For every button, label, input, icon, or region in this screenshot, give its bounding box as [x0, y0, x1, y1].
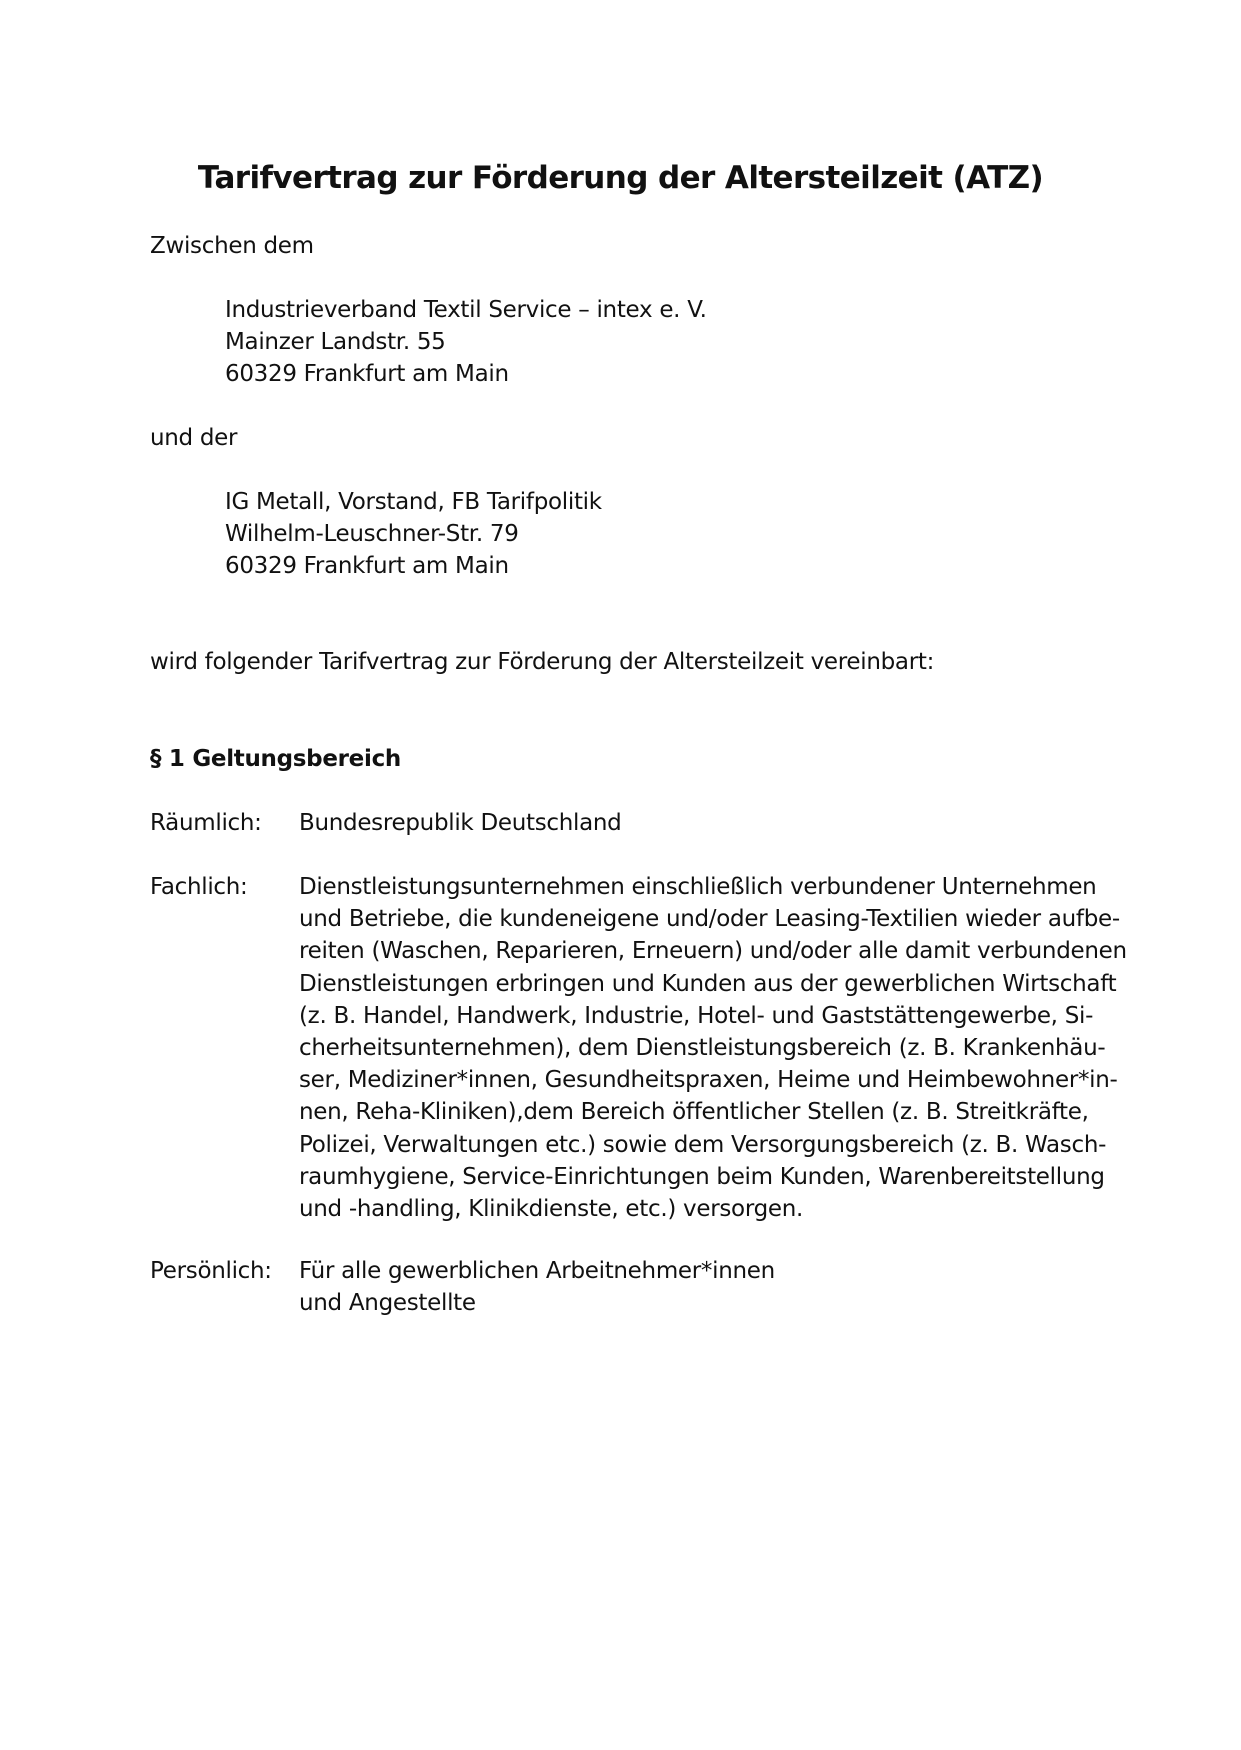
- party1-name: Industrieverband Textil Service – intex e. V.: [225, 297, 707, 323]
- fachlich-line: Dienstleistungsunternehmen einschließlich verbundener Unternehmen: [299, 874, 1097, 900]
- section-heading: § 1 Geltungsbereich: [150, 746, 401, 772]
- party1-street: Mainzer Landstr. 55: [225, 329, 446, 355]
- document-title: Tarifvertrag zur Förderung der Altersteilzeit (ATZ): [197, 160, 1044, 196]
- fachlich-line: cherheitsunternehmen), dem Dienstleistungsbereich (z. B. Krankenhäu-: [299, 1035, 1106, 1062]
- fachlich-line: und -handling, Klinikdienste, etc.) versorgen.: [299, 1196, 804, 1223]
- fachlich-line: Polizei, Verwaltungen etc.) sowie dem Versorgungsbereich (z. B. Wasch-: [299, 1131, 1107, 1158]
- persoenlich-line: und Angestellte: [299, 1290, 476, 1317]
- fachlich-line: reiten (Waschen, Reparieren, Erneuern) und/oder alle damit verbundenen: [299, 938, 1127, 965]
- persoenlich-label: Persönlich:: [150, 1258, 272, 1284]
- fachlich-line: raumhygiene, Service-Einrichtungen beim Kunden, Warenbereitstellung: [299, 1163, 1105, 1190]
- raeumlich-value: [299, 807, 1099, 839]
- fachlich-line: nen, Reha-Kliniken),dem Bereich öffentlicher Stellen (z. B. Streitkräfte,: [299, 1099, 1089, 1126]
- party2-street: Wilhelm-Leuschner-Str. 79: [225, 521, 519, 547]
- persoenlich-line: Für alle gewerblichen Arbeitnehmer*innen: [299, 1258, 775, 1284]
- raeumlich-label: Räumlich:: [150, 810, 262, 836]
- fachlich-label: Fachlich:: [150, 874, 248, 900]
- party2-city: 60329 Frankfurt am Main: [225, 553, 509, 579]
- party2-name: IG Metall, Vorstand, FB Tarifpolitik: [225, 489, 602, 515]
- fachlich-line: ser, Mediziner*innen, Gesundheitspraxen, Heime und Heimbewohner*in-: [299, 1067, 1118, 1094]
- raeumlich-text: Bundesrepublik Deutschland: [299, 810, 622, 836]
- fachlich-line: und Betriebe, die kundeneigene und/oder Leasing-Textilien wieder aufbe-: [299, 906, 1120, 933]
- party1-city: 60329 Frankfurt am Main: [225, 361, 509, 387]
- fachlich-value: [299, 871, 1127, 1225]
- party1-address: [225, 294, 707, 390]
- between-label: Zwischen dem: [150, 233, 314, 259]
- fachlich-line: (z. B. Handel, Handwerk, Industrie, Hotel- und Gaststättengewerbe, Si-: [299, 1002, 1094, 1029]
- fachlich-line: Dienstleistungen erbringen und Kunden aus der gewerblichen Wirtschaft: [299, 970, 1117, 997]
- agreement-sentence: wird folgender Tarifvertrag zur Förderung der Altersteilzeit vereinbart:: [150, 649, 935, 675]
- persoenlich-value: [299, 1255, 1099, 1319]
- party2-address: [225, 486, 602, 582]
- and-label: und der: [150, 425, 238, 451]
